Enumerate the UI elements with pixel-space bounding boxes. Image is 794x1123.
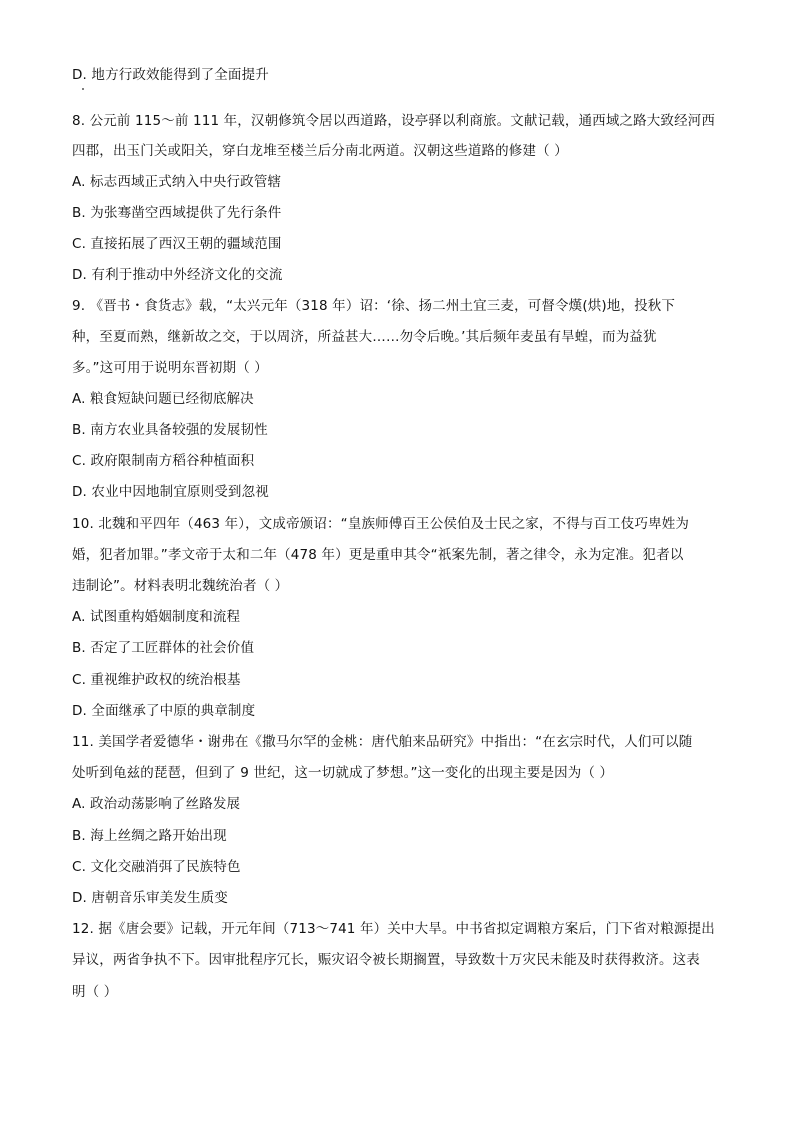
option-c-q8: C. 直接拓展了西汉王朝的疆域范围: [72, 236, 282, 252]
option-a-q9: A. 粮食短缺问题已经彻底解决: [72, 391, 254, 407]
question-10-stem-line-1: 10. 北魏和平四年（463 年），文成帝颁诏：“皇族师傅百王公侯伯及士民之家，不得与百工伎巧卑姓为: [72, 516, 690, 532]
option-d-q10: D. 全面继承了中原的典章制度: [72, 703, 256, 719]
question-12-stem-line-2: 异议，两省争执不下。因审批程序冗长，赈灾诏令被长期搁置，导致数十万灾民未能及时获得救济。这表: [72, 952, 700, 968]
question-10-stem-line-2: 婚，犯者加罪。”孝文帝于太和二年（478 年）更是重申其令“祇案先制，著之律令，永为定准。犯者以: [72, 547, 684, 563]
option-a-q10: A. 试图重构婚姻制度和流程: [72, 609, 241, 625]
question-10-stem-line-3: 违制论”。材料表明北魏统治者（ ）: [72, 578, 289, 594]
stray-dot-mark: [82, 88, 84, 90]
question-9-stem-line-2: 种，至夏而熟，继新故之交，于以周济，所益甚大……勿令后晚。’其后频年麦虽有旱蝗，而为益犹: [72, 329, 657, 345]
question-9-stem-line-1: 9. 《晋书・食货志》载，“太兴元年（318 年）诏：‘徐、扬二州土宜三麦，可督令熯(烘)地，投秋下: [72, 298, 676, 314]
option-c-q11: C. 文化交融消弭了民族特色: [72, 859, 241, 875]
option-d-q11: D. 唐朝音乐审美发生质变: [72, 890, 228, 906]
option-b-q11: B. 海上丝绸之路开始出现: [72, 828, 227, 844]
option-c-q9: C. 政府限制南方稻谷种植面积: [72, 453, 255, 469]
option-b-q9: B. 南方农业具备较强的发展韧性: [72, 422, 268, 438]
question-8-stem-line-2: 四郡，出玉门关或阳关，穿白龙堆至楼兰后分南北两道。汉朝这些道路的修建（ ）: [72, 143, 568, 159]
option-d-q7: D. 地方行政效能得到了全面提升: [72, 67, 269, 83]
question-11-stem-line-2: 处听到龟兹的琵琶，但到了 9 世纪，这一切就成了梦想。”这一变化的出现主要是因为（ ）: [72, 765, 614, 781]
question-8-stem-line-1: 8. 公元前 115～前 111 年，汉朝修筑令居以西道路，设亭驿以利商旅。文献记载，通西域之路大致经河西: [72, 113, 716, 129]
question-12-stem-line-1: 12. 据《唐会要》记载，开元年间（713～741 年）关中大旱。中书省拟定调粮方案后，门下省对粮源提出: [72, 921, 715, 937]
option-a-q8: A. 标志西域正式纳入中央行政管辖: [72, 174, 282, 190]
question-11-stem-line-1: 11. 美国学者爱德华・谢弗在《撒马尔罕的金桃：唐代舶来品研究》中指出：“在玄宗时代，人们可以随: [72, 734, 693, 750]
option-d-q8: D. 有利于推动中外经济文化的交流: [72, 267, 283, 283]
option-b-q8: B. 为张骞凿空西域提供了先行条件: [72, 205, 282, 221]
option-c-q10: C. 重视维护政权的统治根基: [72, 672, 241, 688]
question-12-stem-line-3: 明（ ）: [72, 984, 118, 1000]
option-d-q9: D. 农业中因地制宜原则受到忽视: [72, 484, 269, 500]
option-a-q11: A. 政治动荡影响了丝路发展: [72, 796, 241, 812]
question-9-stem-line-3: 多。”这可用于说明东晋初期（ ）: [72, 360, 268, 376]
option-b-q10: B. 否定了工匠群体的社会价值: [72, 640, 255, 656]
